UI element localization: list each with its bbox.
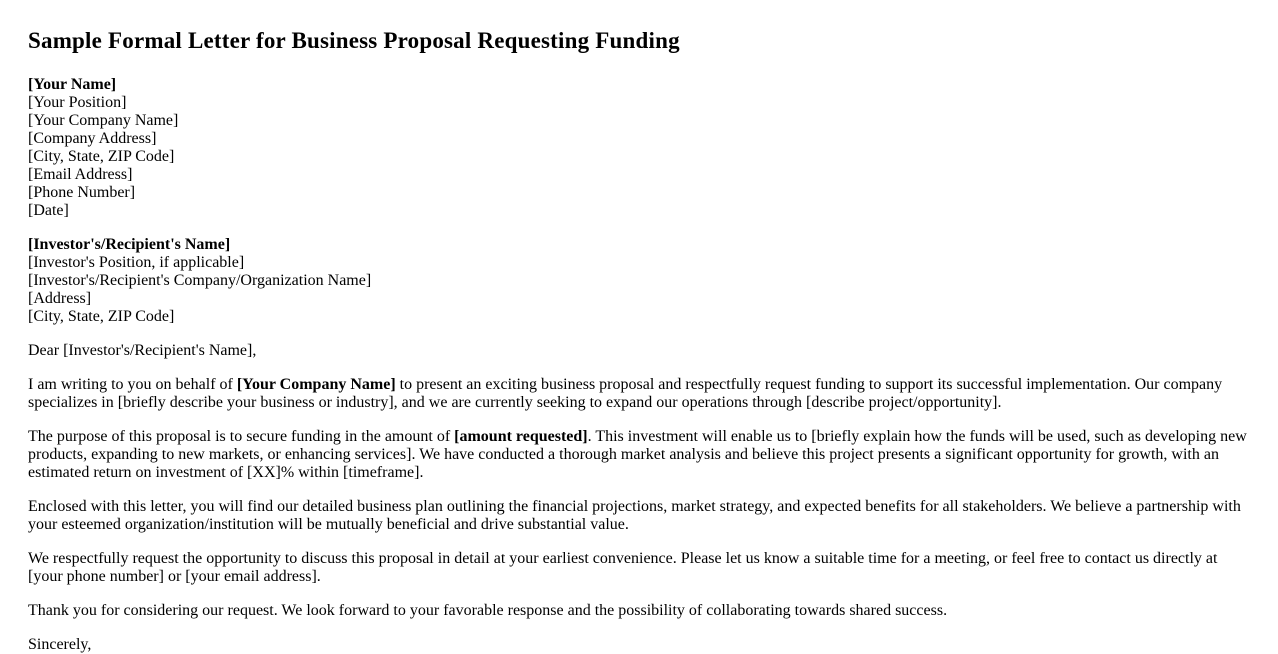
recipient-company: [Investor's/Recipient's Company/Organization Name] xyxy=(28,272,372,289)
sender-date: [Date] xyxy=(28,202,69,219)
salutation: Dear [Investor's/Recipient's Name], xyxy=(28,342,257,359)
recipient-address-block xyxy=(28,236,1250,326)
recipient-position: [Investor's Position, if applicable] xyxy=(28,254,245,271)
p1-text-post: to present an exciting business proposal and respectfully request funding to support its successful implementation. Our company specializes in [briefly describe your business or industry], and we are currently seeking to expand our operations through [describe project/opportunity]. xyxy=(28,376,1223,411)
amount-requested-placeholder: [amount requested] xyxy=(454,428,588,445)
recipient-city-state-zip: [City, State, ZIP Code] xyxy=(28,308,175,325)
body-paragraph-intro xyxy=(28,376,1250,412)
p1-text-pre: I am writing to you on behalf of xyxy=(28,376,237,393)
company-name-placeholder: [Your Company Name] xyxy=(236,376,396,393)
body-paragraph-enclosure: Enclosed with this letter, you will find our detailed business plan outlining the financial projections, market strategy, and expected benefits for all stakeholders. We believe a partnership with your esteemed organization/institution will be mutually beneficial and drive substantial value. xyxy=(28,498,1241,533)
sender-position: [Your Position] xyxy=(28,94,127,111)
p2-text-post: . This investment will enable us to [briefly explain how the funds will be used, such as developing new products, expanding to new markets, or enhancing services]. We have conducted a thorough market analysis and believe this project presents a significant opportunity for growth, with an estimated return on investment of [XX]% within [timeframe]. xyxy=(28,428,1247,481)
sender-company: [Your Company Name] xyxy=(28,112,179,129)
recipient-name: [Investor's/Recipient's Name] xyxy=(28,236,231,253)
sender-email: [Email Address] xyxy=(28,166,133,183)
body-paragraph-purpose xyxy=(28,428,1250,482)
body-paragraph-thanks: Thank you for considering our request. We look forward to your favorable response and the possibility of collaborating towards shared success. xyxy=(28,602,948,619)
body-paragraph-meeting-request: We respectfully request the opportunity to discuss this proposal in detail at your earliest convenience. Please let us know a suitable time for a meeting, or feel free to contact us directly at [your phone number] or [your email address]. xyxy=(28,550,1218,585)
p2-text-pre: The purpose of this proposal is to secure funding in the amount of xyxy=(28,428,455,445)
document-title: Sample Formal Letter for Business Proposal Requesting Funding xyxy=(28,28,680,53)
sender-phone: [Phone Number] xyxy=(28,184,136,201)
recipient-street-address: [Address] xyxy=(28,290,92,307)
sender-street-address: [Company Address] xyxy=(28,130,157,147)
sender-address-block xyxy=(28,76,1250,220)
sender-city-state-zip: [City, State, ZIP Code] xyxy=(28,148,175,165)
closing-sincerely: Sincerely, xyxy=(28,636,92,653)
sender-name: [Your Name] xyxy=(28,76,117,93)
